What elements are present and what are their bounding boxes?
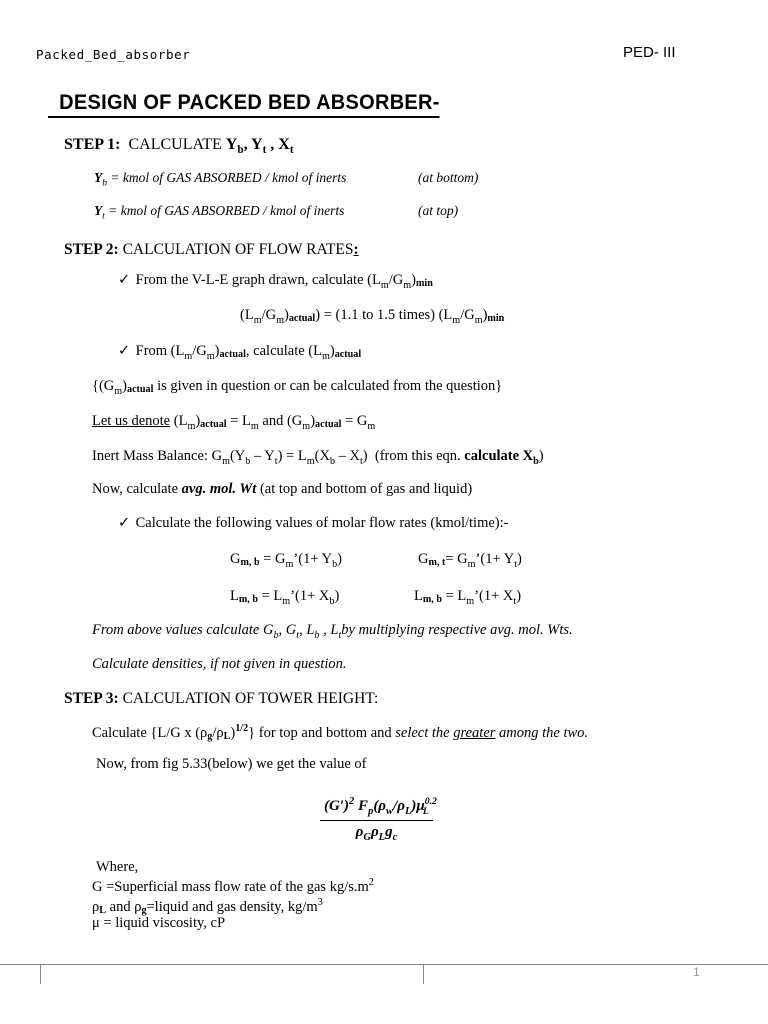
yt-note: (at top) xyxy=(418,203,459,218)
bullet-vle: ✓ From the V-L-E graph drawn, calculate $(L_m/G_m)\min$ xyxy=(118,272,433,291)
yb-definition: $Y_b$ = kmol of GAS ABSORBED / kmol of inerts xyxy=(94,170,347,189)
gas-flow-bottom: Gm, $b = G_m’(1+ Y_b)$ xyxy=(230,551,342,570)
footer-rule-left xyxy=(0,964,40,965)
page-title: DESIGN OF PACKED BED ABSORBER- xyxy=(48,90,440,118)
page-number: 1 xyxy=(693,965,700,979)
denote-line: Let us denote $(L_m)actual = L_m$ and $(G_m)actual = G_m$ xyxy=(92,413,376,432)
definition-g: G =Superficial mass flow rate of the gas $kg/s.m^2$ xyxy=(92,877,374,895)
definition-rho: ρL and ρg=liquid and gas density, $kg/m^3$ xyxy=(92,897,323,916)
pressure-drop-formula: $\frac{(G')^2 F_p(\rho_w/\rho_L)\mu^{0.2}_L}{\rho_G\rho_Lg_c}$ xyxy=(320,796,433,843)
step1-heading: STEP 1: CALCULATE $Y_b$, $Y_t$ , $X_t$ xyxy=(64,136,294,157)
from-above-note: From above values calculate $G_b$, $G_t$, $L_b$ , $L_tby$ multiplying respective avg. mol. Wts. xyxy=(92,622,573,641)
given-note: {$(G_m)actual$ is given in question or can be calculated from the question} xyxy=(92,378,503,397)
bullet-molar-flow: ✓ Calculate the following values of molar flow rates (kmol/time):- xyxy=(118,515,509,531)
yb-note: (at bottom) xyxy=(418,170,479,185)
footer-tab xyxy=(40,964,424,984)
course-label: PED- III xyxy=(623,44,676,61)
check-icon: ✓ xyxy=(118,515,131,531)
where-label: Where, xyxy=(96,859,139,875)
liquid-flow-top: Lm, $b = L_m’(1+ X_t)$ xyxy=(414,588,522,607)
liquid-flow-bottom: Lm, $b = L_m’(1+ X_b)$ xyxy=(230,588,340,607)
densities-note: Calculate densities, if not given in question. xyxy=(92,656,347,672)
check-icon: ✓ xyxy=(118,272,131,288)
definition-mu: μ = liquid viscosity, cP xyxy=(92,915,226,931)
step2-heading: STEP 2: CALCULATION OF FLOW RATES: xyxy=(64,241,359,258)
check-icon: ✓ xyxy=(118,343,131,359)
fig-reference: Now, from fig 5.33(below) we get the value of xyxy=(96,756,367,772)
avg-mol-wt-line: Now, calculate avg. mol. Wt (at top and bottom of gas and liquid) xyxy=(92,481,473,497)
bullet-lm-actual: ✓ From $(L_m/G_m)actual$, calculate $(L_m)actual$ xyxy=(118,343,362,362)
equation-actual-ratio: $(L_m/G_m)actual) = (1.1$ to 1.5 times) $(L_m/G_m)\min$ xyxy=(240,307,505,326)
yt-definition: $Y_t$ = kmol of GAS ABSORBED / kmol of inerts xyxy=(94,203,345,222)
calculate-flow-parameter: Calculate {L/G x $(\rho g/\rho L)^{1/2}$} for top and bottom and select the greater among the two. xyxy=(92,723,589,742)
inert-mass-balance: Inert Mass Balance: $G_m(Y_b - Y_t) = L_m(X_b - X_t)$ (from this eqn. calculate $X_b$) xyxy=(92,448,544,467)
file-label: Packed_Bed_absorber xyxy=(36,47,191,62)
footer-rule-right xyxy=(424,964,768,965)
step3-heading: STEP 3: CALCULATION OF TOWER HEIGHT: xyxy=(64,690,379,707)
gas-flow-top: Gm, $t= G_m’(1+ Y_t)$ xyxy=(418,551,522,570)
